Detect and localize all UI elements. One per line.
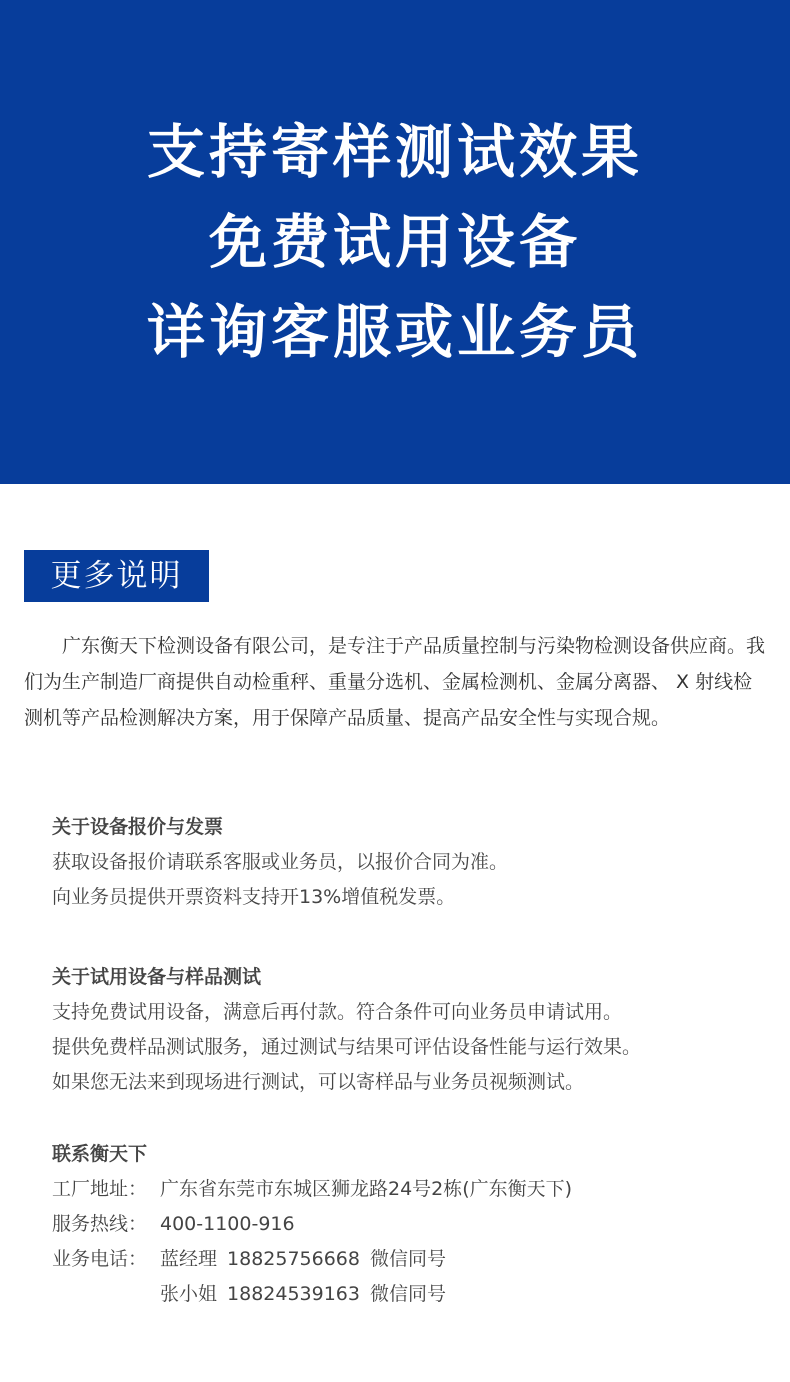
section-label: 更多说明: [24, 550, 209, 602]
hotline-row: [52, 1207, 772, 1242]
person2-note: 微信同号: [370, 1283, 447, 1305]
hotline-label: 服务热线：: [52, 1213, 148, 1235]
person2-phone: 18824539163: [227, 1283, 360, 1305]
trial-line: 支持免费试用设备，满意后再付款。符合条件可向业务员申请试用。: [52, 1001, 623, 1023]
contact-section: [52, 1137, 772, 1312]
phone-row: [52, 1242, 772, 1277]
quote-invoice-title: 关于设备报价与发票: [52, 816, 224, 838]
banner-line-2: 免费试用设备: [208, 208, 581, 276]
quote-line: 向业务员提供开票资料支持开13%增值税发票。: [52, 886, 456, 908]
person2-name: 张小姐: [160, 1283, 218, 1305]
hero-banner: [0, 0, 790, 484]
quote-line: 获取设备报价请联系客服或业务员，以报价合同为准。: [52, 851, 509, 873]
phone-row-2: [52, 1277, 772, 1312]
person1-name: 蓝经理: [160, 1248, 218, 1270]
trial-test-section: [52, 960, 772, 1100]
person1-note: 微信同号: [370, 1248, 447, 1270]
company-intro: 广东衡天下检测设备有限公司，是专注于产品质量控制与污染物检测设备供应商。我们为生产制造厂商提供自动检重秤、重量分选机、金属检测机、金属分离器、 X 射线检测机等产品检测解决方案，用于保障产品质量、提高产品安全性与实现合规。: [24, 635, 766, 729]
phone-label: 业务电话：: [52, 1248, 148, 1270]
trial-line: 提供免费样品测试服务，通过测试与结果可评估设备性能与运行效果。: [52, 1036, 642, 1058]
contact-person-2: [160, 1277, 446, 1312]
quote-invoice-section: [52, 810, 772, 915]
trial-test-title: 关于试用设备与样品测试: [52, 966, 262, 988]
trial-line: 如果您无法来到现场进行测试，可以寄样品与业务员视频测试。: [52, 1071, 585, 1093]
banner-line-3: 详询客服或业务员: [146, 298, 643, 366]
address-label: 工厂地址：: [52, 1178, 148, 1200]
address-row: [52, 1172, 772, 1207]
hotline-value: 400-1100-916: [160, 1213, 295, 1235]
contact-title: 联系衡天下: [52, 1143, 148, 1165]
contact-person-1: [160, 1242, 446, 1277]
banner-line-1: 支持寄样测试效果: [146, 118, 643, 186]
person1-phone: 18825756668: [227, 1248, 360, 1270]
address-value: 广东省东莞市东城区狮龙路24号2栋(广东衡天下): [160, 1178, 573, 1200]
